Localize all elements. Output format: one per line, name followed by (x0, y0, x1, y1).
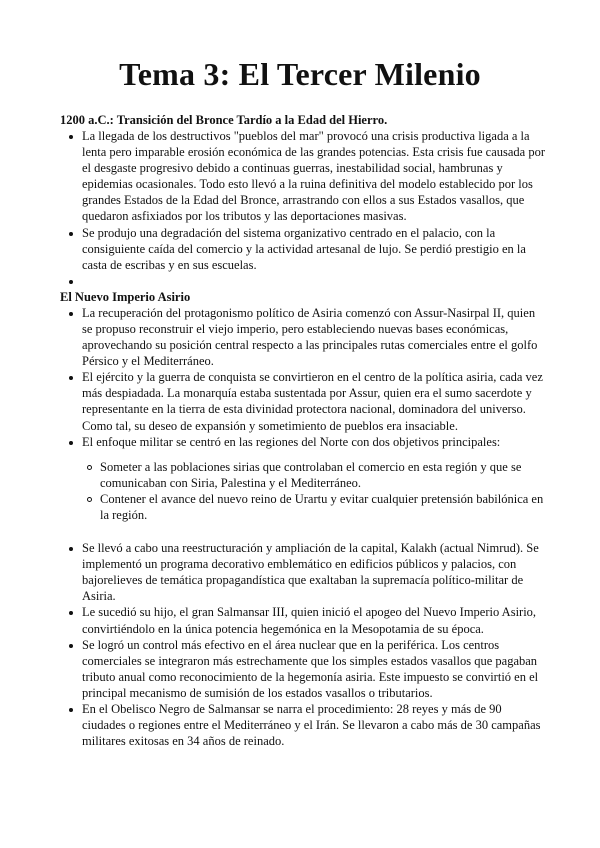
list-item: Le sucedió su hijo, el gran Salmansar III, quien inició el apogeo del Nuevo Imperio Asirio, convirtiéndolo en la única potencia hegemónica en la Mesopotamia de su época. (60, 604, 545, 636)
page-title: Tema 3: El Tercer Milenio (119, 56, 481, 92)
list-item: La llegada de los destructivos "pueblos del mar" provocó una crisis productiva ligada a la lenta pero imparable erosión económica de las grandes potencias. Esta crisis fue causada por el desgaste progresivo debido a continuas guerras, inestabilidad social, hambrunas y epidemias ocasionales. Todo esto llevó a la ruina definitiva del modelo establecido por los grandes Estados de la Edad del Bronce, arrastrando con ellos a sus Estados vasallos, que quedaron asfixiados por los tributos y las deportaciones masivas. (60, 128, 545, 225)
sub-list (82, 459, 545, 523)
list-item: La recuperación del protagonismo político de Asiria comenzó con Assur-Nasirpal II, quien se propuso reconstruir el viejo imperio, pero estableciendo nuevas bases económicas, aprovechando su posición central respecto a las principales rutas comerciales entre el golfo Pérsico y el Mediterráneo. (60, 305, 545, 369)
document-body (60, 112, 545, 749)
section-heading-neo-assyrian: El Nuevo Imperio Asirio (60, 289, 191, 304)
list-item-text: El enfoque militar se centró en las regiones del Norte con dos objetivos principales: (82, 434, 501, 449)
sub-list-item: Someter a las poblaciones sirias que controlaban el comercio en esta región y que se comunicaban con Siria, Palestina y el Mediterráneo. (82, 459, 545, 491)
list-item (60, 434, 545, 523)
section-heading-bronze-iron: 1200 a.C.: Transición del Bronce Tardío a la Edad del Hierro. (60, 113, 388, 127)
list-item: En el Obelisco Negro de Salmansar se narra el procedimiento: 28 reyes y más de 90 ciudades o regiones entre el Mediterráneo y el Irán. Se llevaron a cabo más de 30 campañas militares exitosas en 34 años de reinado. (60, 701, 545, 749)
list-item: Se logró un control más efectivo en el área nuclear que en la periférica. Los centros comerciales se integraron más estrechamente que los simples estados vasallos que pagaban tributo anual como reconocimiento de la hegemonía asiria. Este impuesto se convirtió en el principal mecanismo de sumisión de los estados vasallos o tributarios. (60, 637, 545, 701)
sub-list-item: Contener el avance del nuevo reino de Urartu y evitar cualquier pretensión babilónica en la región. (82, 491, 545, 523)
bronze-iron-list (60, 128, 545, 289)
list-item: Se llevó a cabo una reestructuración y ampliación de la capital, Kalakh (actual Nimrud). Se implementó un programa decorativo emblemático en edificios públicos y palacios, con bajorelieves de temática propagandística que exaltaban la supremacía político-militar de Asiria. (60, 540, 545, 604)
neo-assyrian-list (60, 305, 545, 749)
list-item: El ejército y la guerra de conquista se convirtieron en el centro de la política asiria, cada vez más despiadada. La monarquía estaba sustentada por Assur, quien era el sumo sacerdote y representante en la tierra de esta divinidad protectora nacional, dominadora del universo. Como tal, su deseo de expansión y sometimiento de pueblos era insaciable. (60, 369, 545, 433)
empty-list-item (60, 273, 545, 289)
list-item: Se produjo una degradación del sistema organizativo centrado en el palacio, con la consiguiente caída del comercio y la actividad artesanal de lujo. Se perdió prestigio en la casta de escribas y en sus escuelas. (60, 225, 545, 273)
